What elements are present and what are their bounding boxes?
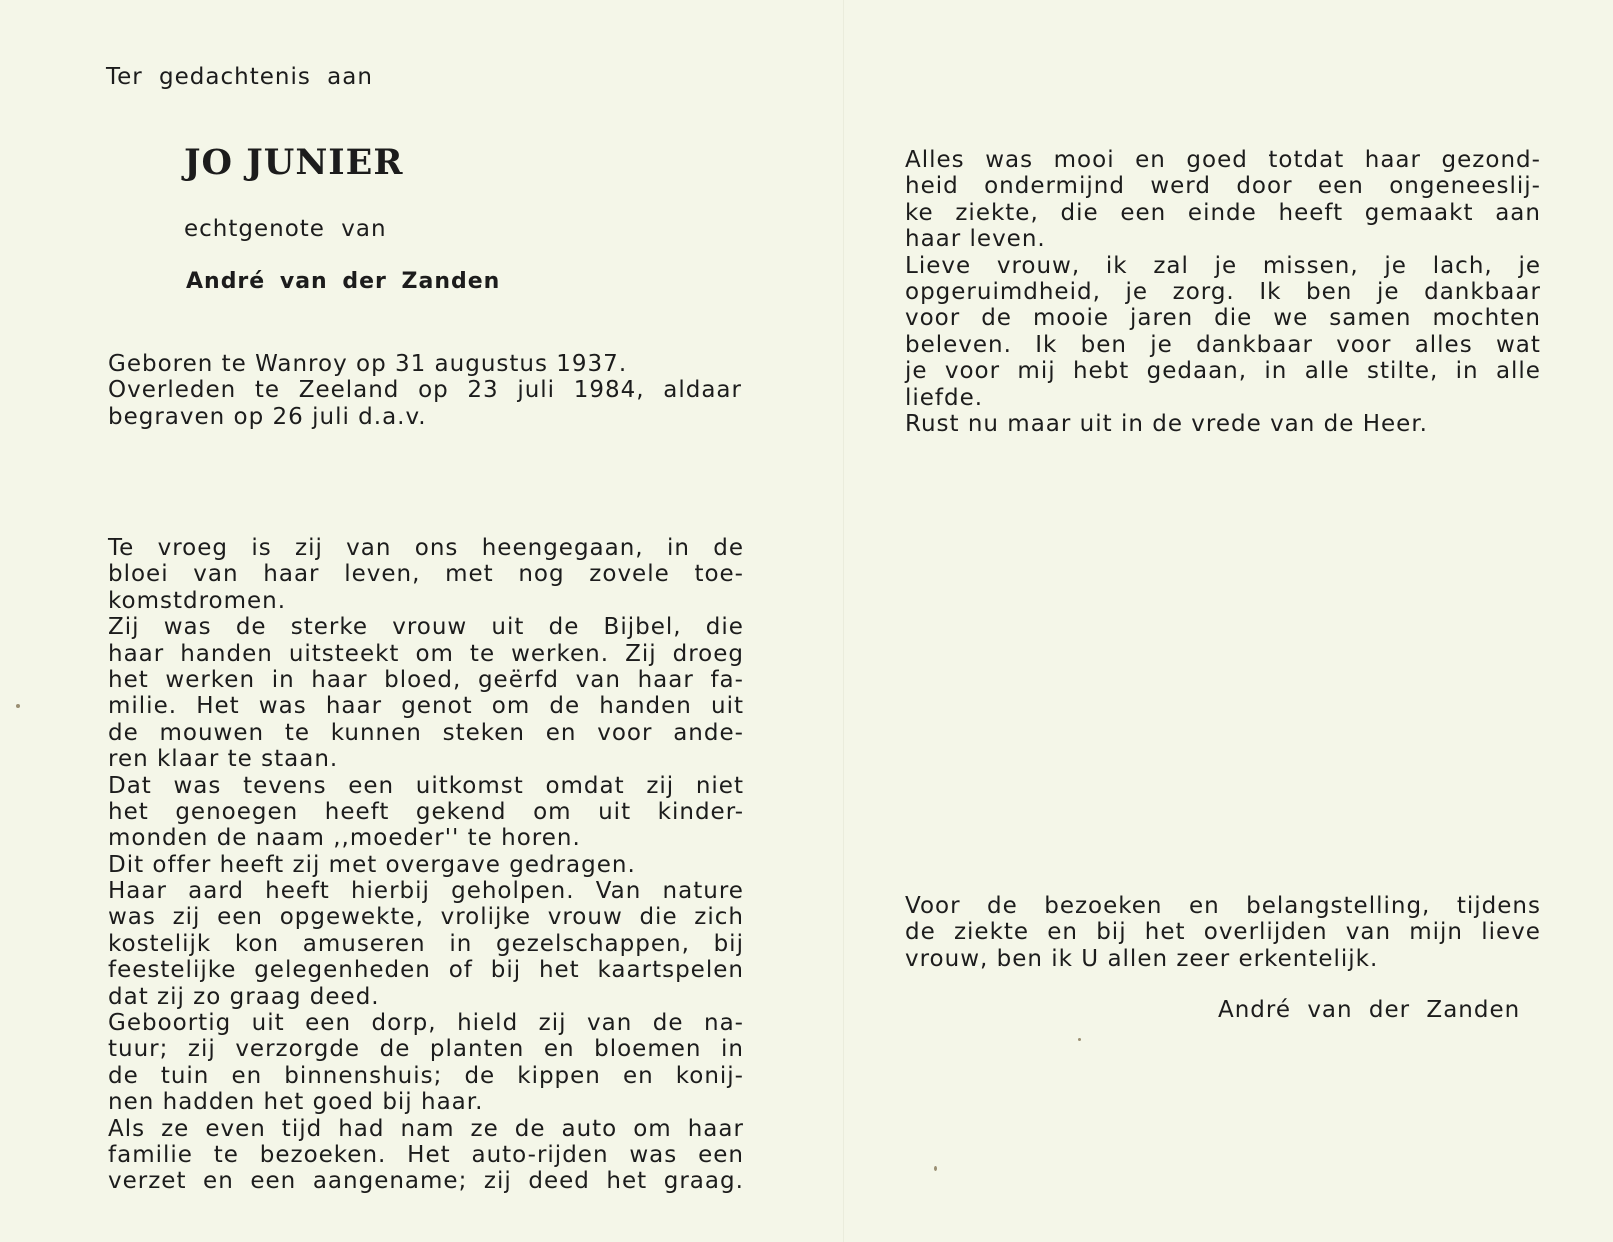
text-line: Te vroeg is zij van ons heengegaan, in de xyxy=(108,535,744,561)
text-line: komstdromen. xyxy=(108,587,287,614)
text-line: Dat was tevens een uitkomst omdat zij niet xyxy=(108,772,744,799)
dates-paragraph xyxy=(108,351,742,430)
text-line: bloei van haar leven, met nog zovele toe- xyxy=(108,561,744,588)
text-line: beleven. Ik ben je dankbaar voor alles wat xyxy=(905,331,1541,358)
text-line: je voor mij hebt gedaan, in alle stilte, in alle xyxy=(905,358,1541,385)
text-line: dat zij zo graag deed. xyxy=(108,983,380,1010)
text-line: Zij was de sterke vrouw uit de Bijbel, die xyxy=(108,614,744,641)
text-line: Rust nu maar uit in de vrede van de Heer. xyxy=(905,410,1428,437)
text-line: monden de naam ,,moeder'' te horen. xyxy=(108,825,581,852)
text-line: ke ziekte, die een einde heeft gemaakt aan xyxy=(905,199,1541,226)
farewell-paragraph xyxy=(905,147,1541,437)
text-line: de mouwen te kunnen steken en voor ande- xyxy=(108,719,744,746)
spouse-label: echtgenote van xyxy=(184,216,387,242)
text-line: Dit offer heeft zij met overgave gedragen. xyxy=(108,851,636,878)
text-line: kostelijk kon amuseren in gezelschappen, bij xyxy=(108,930,744,957)
text-line: Geboren te Wanroy op 31 augustus 1937. xyxy=(108,351,628,377)
text-line: nen hadden het goed bij haar. xyxy=(108,1089,484,1116)
text-line: het genoegen heeft gekend om uit kinder- xyxy=(108,798,744,825)
text-line: begraven op 26 juli d.a.v. xyxy=(108,403,427,430)
paper-speck xyxy=(16,704,20,708)
text-line: voor de mooie jaren die we samen mochten xyxy=(905,305,1541,332)
text-line: Alles was mooi en goed totdat haar gezond- xyxy=(905,147,1541,173)
text-line: Haar aard heeft hierbij geholpen. Van nature xyxy=(108,878,744,905)
text-line: Als ze even tijd had nam ze de auto om haar xyxy=(108,1115,744,1142)
tribute-paragraph xyxy=(108,535,744,1195)
opening-line: Ter gedachtenis aan xyxy=(106,64,373,90)
text-line: Lieve vrouw, ik zal je missen, je lach, je xyxy=(905,252,1541,279)
signature: André van der Zanden xyxy=(1218,997,1521,1023)
text-line: liefde. xyxy=(905,384,984,411)
text-line: milie. Het was haar genot om de handen uit xyxy=(108,693,744,720)
text-line: familie te bezoeken. Het auto-rijden was een xyxy=(108,1141,744,1168)
text-line: ren klaar te staan. xyxy=(108,746,339,773)
text-line: de tuin en binnenshuis; de kippen en konij- xyxy=(108,1062,744,1089)
paper-speck xyxy=(1078,1038,1081,1041)
text-line: Geboortig uit een dorp, hield zij van de na- xyxy=(108,1010,744,1037)
spouse-name: André van der Zanden xyxy=(186,269,501,294)
text-line: het werken in haar bloed, geërfd van haar fa- xyxy=(108,666,744,693)
text-line: was zij een opgewekte, vrolijke vrouw die zich xyxy=(108,904,744,931)
text-line: haar handen uitsteekt om te werken. Zij droeg xyxy=(108,640,744,667)
text-line: tuur; zij verzorgde de planten en bloemen in xyxy=(108,1036,744,1063)
text-line: Overleden te Zeeland op 23 juli 1984, aldaar xyxy=(108,377,742,404)
text-line: haar leven. xyxy=(905,226,1046,253)
deceased-name: JO JUNIER xyxy=(184,142,404,183)
paper-speck xyxy=(934,1166,937,1171)
text-line: opgeruimdheid, je zorg. Ik ben je dankbaar xyxy=(905,278,1541,305)
text-line: feestelijke gelegenheden of bij het kaartspelen xyxy=(108,957,744,984)
text-line: Voor de bezoeken en belangstelling, tijdens xyxy=(905,893,1541,919)
text-line: heid ondermijnd werd door een ongeneeslij- xyxy=(905,173,1541,200)
text-line: de ziekte en bij het overlijden van mijn lieve xyxy=(905,919,1541,946)
text-line: verzet en een aangename; zij deed het graag. xyxy=(108,1168,744,1195)
text-line: vrouw, ben ik U allen zeer erkentelijk. xyxy=(905,945,1379,972)
thanks-paragraph xyxy=(905,893,1541,972)
